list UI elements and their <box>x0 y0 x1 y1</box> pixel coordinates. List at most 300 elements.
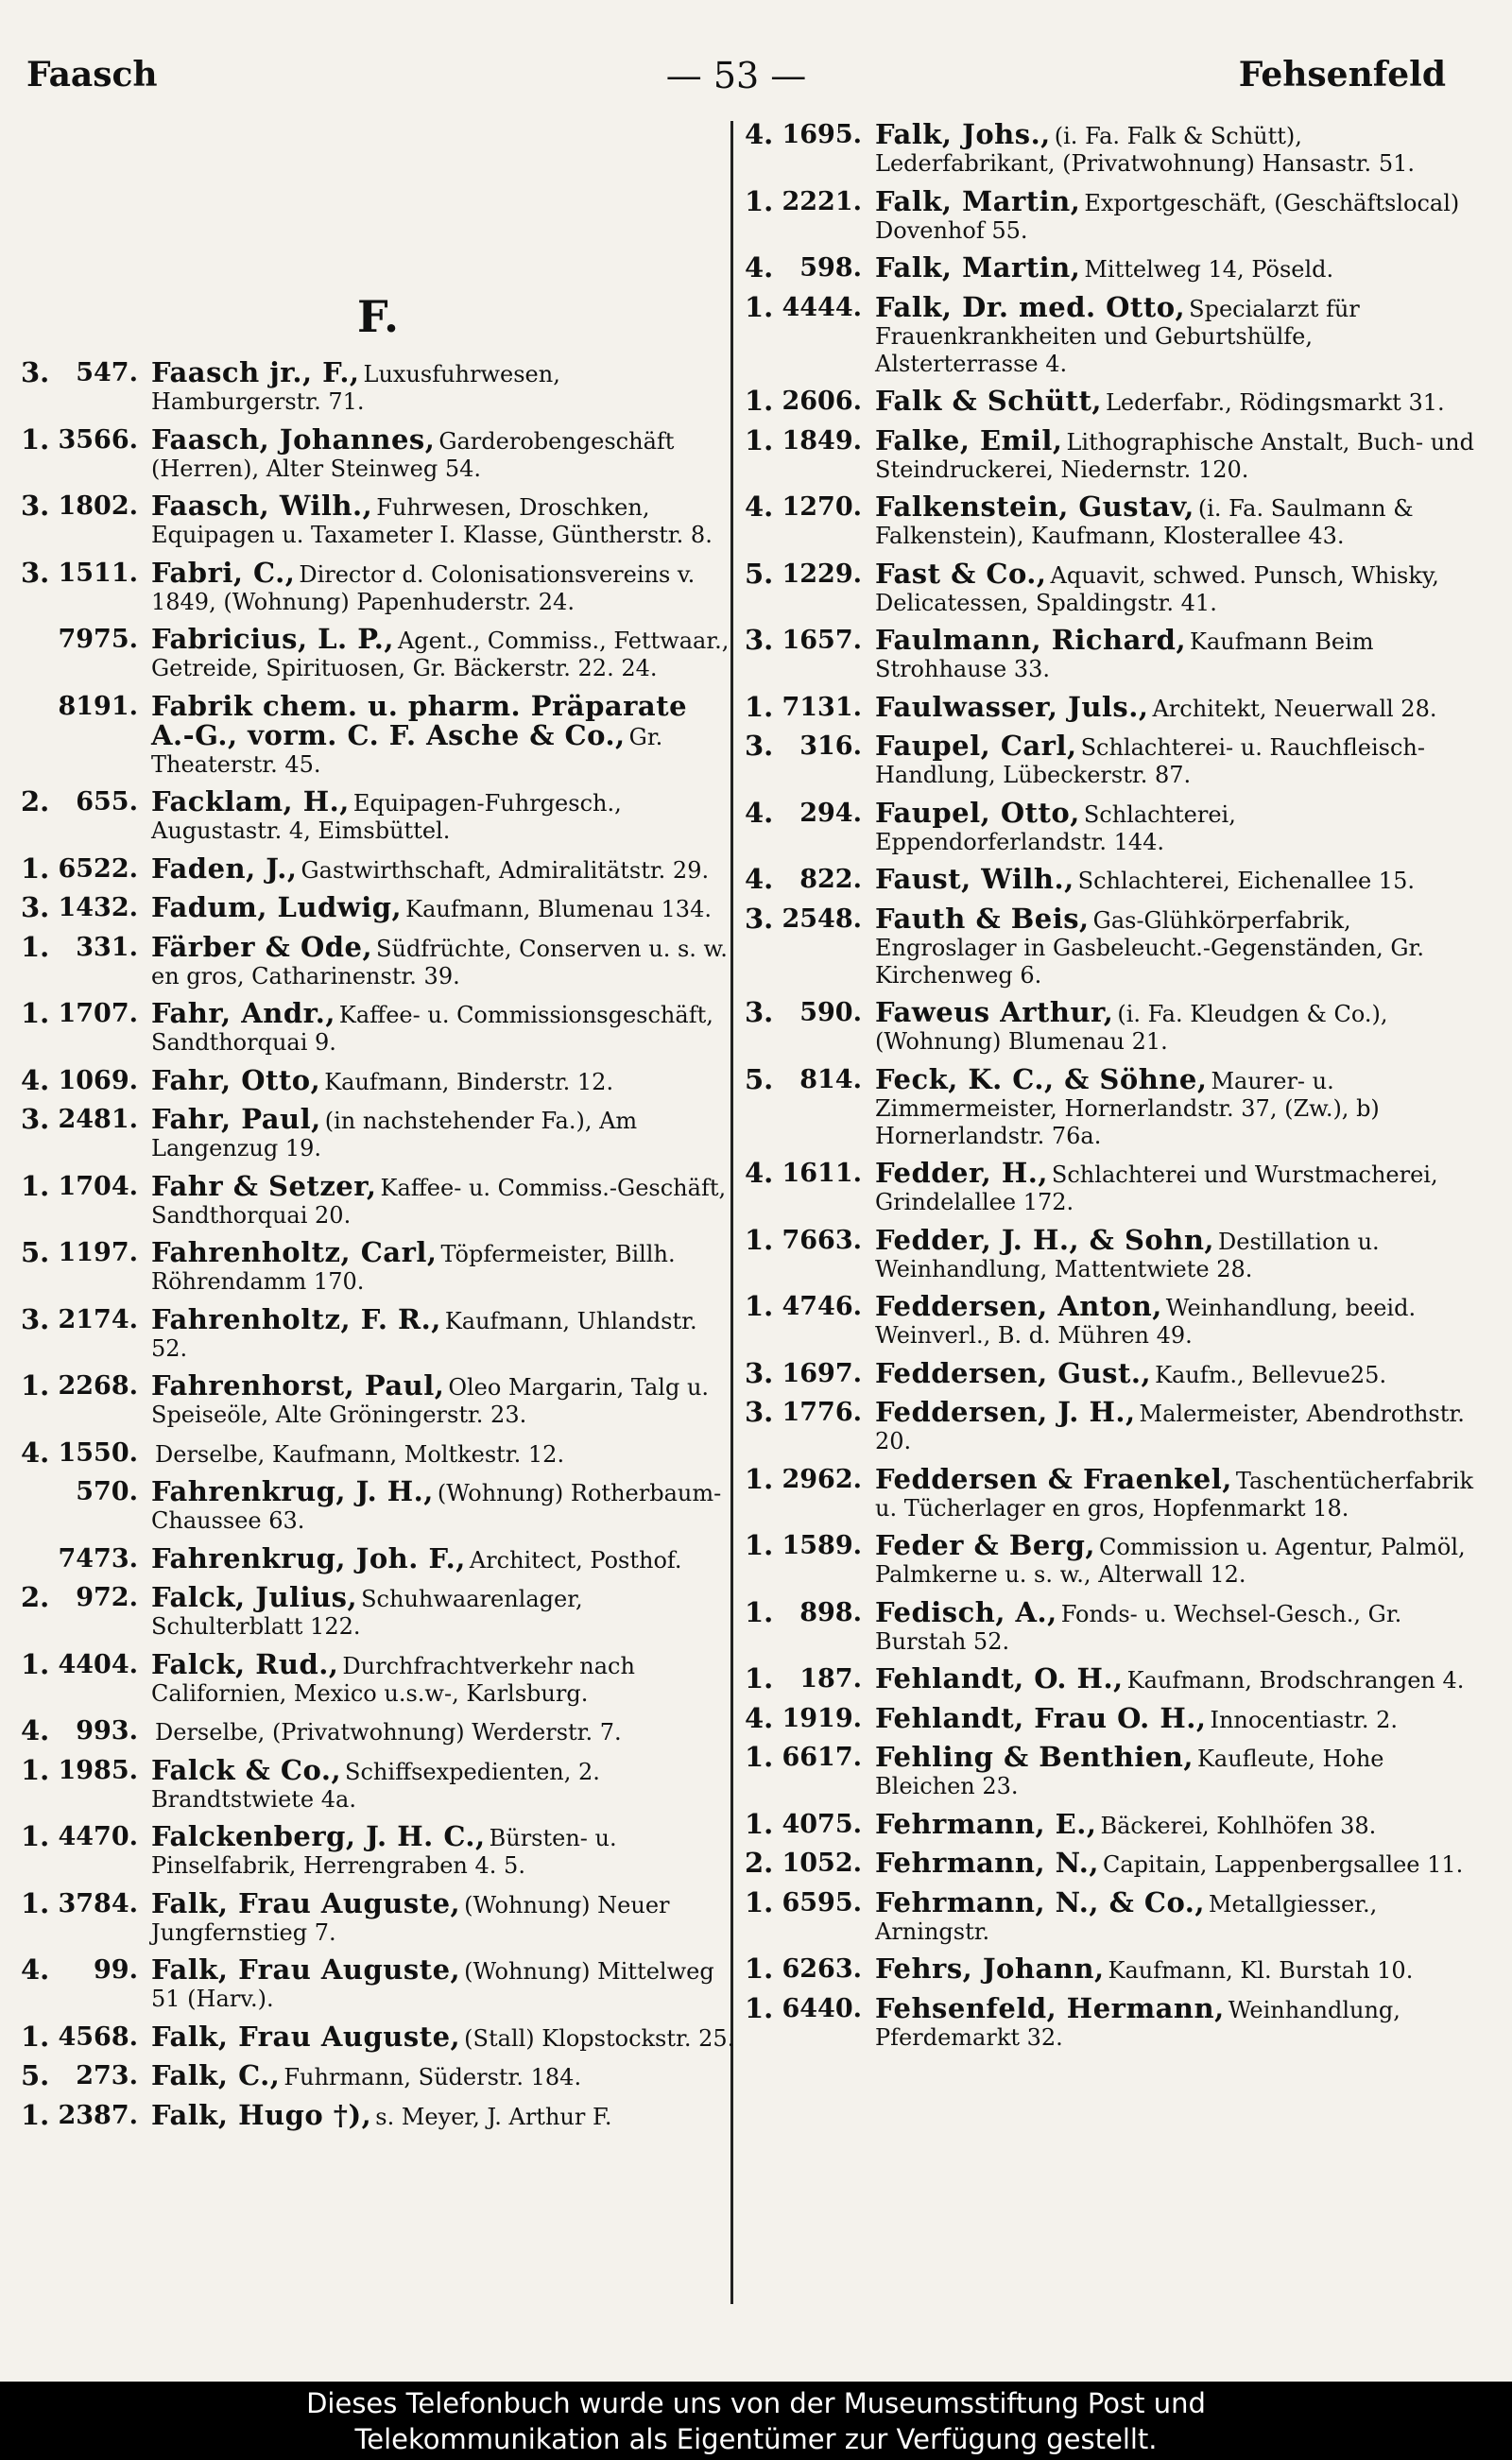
entry-phone-number: 2962. <box>782 1464 862 1494</box>
entry-name: Falck & Co., <box>151 1753 342 1786</box>
entry-phone-number: 2221. <box>782 186 862 216</box>
directory-entry <box>745 1356 1474 1389</box>
entry-phone-number: 598. <box>799 253 862 283</box>
entry-name: Fehrmann, E., <box>875 1807 1097 1840</box>
entry-text <box>151 1103 735 1162</box>
entry-phone-number: 898. <box>799 1597 862 1627</box>
entry-detail: Gastwirthschaft, Admiralitätstr. 29. <box>301 856 710 884</box>
entry-exchange: 2. <box>21 785 50 817</box>
entry-detail: Agent., Commiss., Fettwaar., Getreide, Spirituosen, Gr. Bäckerstr. 22. 24. <box>151 628 730 681</box>
entry-exchange: 2. <box>21 1581 50 1613</box>
entry-name: Fehling & Benthien, <box>875 1741 1194 1773</box>
entry-detail: Maurer- u. Zimmermeister, Hornerlandstr. 37, (Zw.), b) Hornerlandstr. 76a. <box>875 1067 1380 1149</box>
entry-exchange: 1. <box>21 1369 50 1402</box>
entry-name: Facklam, H., <box>151 785 350 817</box>
entry-phone-number: 1776. <box>782 1398 862 1427</box>
entry-exchange: 5. <box>745 557 774 590</box>
entry-exchange: 3. <box>745 902 774 935</box>
entry-name: Fehrmann, N., <box>875 1847 1099 1879</box>
entry-exchange: 4. <box>745 251 774 284</box>
entry-name: Fahrenholtz, Carl, <box>151 1236 438 1268</box>
entry-detail: Exportgeschäft, (Geschäftslocal) Dovenhof 55. <box>875 189 1460 244</box>
entry-text <box>875 490 1474 550</box>
entry-text <box>151 1581 735 1641</box>
entry-text <box>875 1701 1474 1734</box>
entry-exchange: 3. <box>21 556 50 589</box>
entry-detail: Kaufm., Bellevue25. <box>1155 1361 1387 1388</box>
entry-name: Fabrik chem. u. pharm. Präparate A.-G., vorm. C. F. Asche & Co., <box>151 689 688 751</box>
directory-entry <box>745 490 1474 550</box>
entry-name: Fahr, Paul, <box>151 1103 321 1135</box>
entry-phone-number: 1589. <box>782 1531 862 1560</box>
entry-detail: (i. Fa. Saulmann & Falkenstein), Kaufmann, Klosterallee 43. <box>875 495 1414 549</box>
entry-exchange: 1. <box>745 1223 774 1256</box>
directory-entry <box>745 624 1474 683</box>
directory-entry <box>21 1886 735 1947</box>
entry-detail: Weinhandlung, beeid. Weinverl., B. d. Mühren 49. <box>875 1295 1417 1349</box>
directory-entry <box>21 785 735 845</box>
entry-exchange: 3. <box>21 490 50 522</box>
entry-text <box>151 1063 735 1096</box>
entry-text <box>151 1753 735 1814</box>
entry-text <box>875 1885 1474 1946</box>
entry-name: Falke, Emil, <box>875 423 1063 456</box>
entry-phone-number: 6595. <box>782 1887 862 1918</box>
entry-phone-number: 99. <box>94 1955 138 1985</box>
entry-phone-number: 1052. <box>782 1849 862 1878</box>
entry-exchange: 5. <box>745 1062 774 1095</box>
entry-phone-number: 4746. <box>782 1292 862 1321</box>
entry-name: Falk, Frau Auguste, <box>151 2020 461 2053</box>
entry-phone-number: 6617. <box>782 1743 862 1772</box>
entry-name: Falk, Hugo †), <box>151 2098 372 2131</box>
entry-text <box>875 1807 1474 1840</box>
entry-detail: Lederfabr., Rödingsmarkt 31. <box>1105 389 1445 416</box>
entry-phone-number: 316. <box>799 731 862 761</box>
entry-name: Faulmann, Richard, <box>875 624 1187 656</box>
entry-phone-number: 590. <box>799 998 862 1027</box>
directory-entry <box>745 118 1474 178</box>
directory-entry <box>21 1953 735 2013</box>
entry-phone-number: 4075. <box>782 1809 862 1839</box>
entry-name: Fahrenhorst, Paul, <box>151 1369 445 1402</box>
directory-entry <box>21 2059 735 2091</box>
entry-detail: Schuhwaarenlager, Schulterblatt 122. <box>151 1586 583 1640</box>
entry-text <box>875 1991 1474 2052</box>
entry-text <box>151 891 735 923</box>
directory-entry <box>745 1062 1474 1150</box>
directory-entry <box>21 2020 735 2053</box>
entry-text <box>151 422 735 483</box>
entry-phone-number: 7663. <box>782 1225 862 1255</box>
entry-text <box>875 690 1474 723</box>
entry-name: Feddersen & Fraenkel, <box>875 1462 1232 1495</box>
entry-exchange: 3. <box>745 1356 774 1389</box>
entry-detail: Architekt, Neuerwall 28. <box>1152 695 1437 722</box>
entry-exchange: 1. <box>21 852 50 885</box>
entry-exchange: 1. <box>745 184 774 217</box>
entry-detail: Specialarzt für Frauenkrankheiten und Geburtshülfe, Alsterterrasse 4. <box>875 295 1360 377</box>
directory-entry <box>21 1541 735 1574</box>
entry-name: Fedisch, A., <box>875 1595 1057 1628</box>
entry-text <box>875 1955 1474 1985</box>
entry-text <box>151 785 735 845</box>
entry-name: Fahr & Setzer, <box>151 1169 377 1202</box>
entry-name: Fauth & Beis, <box>875 902 1090 935</box>
entry-text <box>151 1953 735 2013</box>
entry-text <box>875 387 1474 417</box>
entry-name: Fehsenfeld, Hermann, <box>875 1991 1225 2024</box>
entry-phone-number: 3784. <box>58 1888 138 1918</box>
entry-text <box>875 996 1474 1056</box>
entry-phone-number: 7975. <box>58 625 138 654</box>
entry-text <box>875 423 1474 484</box>
entry-name: Feder & Berg, <box>875 1529 1095 1561</box>
entry-detail: Luxusfuhrwesen, Hamburgerstr. 71. <box>151 361 560 415</box>
entry-phone-number: 1657. <box>782 626 862 655</box>
entry-text <box>151 1169 735 1230</box>
entry-detail: Innocentiastr. 2. <box>1210 1706 1399 1733</box>
entry-exchange: 1. <box>745 1595 774 1628</box>
entry-name: Falk, C., <box>151 2059 281 2091</box>
entry-exchange: 1. <box>745 690 774 723</box>
entry-phone-number: 6522. <box>58 853 138 884</box>
entry-text <box>875 1062 1474 1150</box>
entry-exchange: 1. <box>745 1807 774 1840</box>
right-entry-list <box>745 118 1474 2052</box>
entry-text <box>875 290 1474 378</box>
entry-text <box>875 118 1474 178</box>
entry-name: Fahrenkrug, Joh. F., <box>151 1541 466 1574</box>
entry-detail: Kaufmann, Brodschrangen 4. <box>1126 1667 1465 1694</box>
footer-line-2: Telekommunikation als Eigentümer zur Verfügung gestellt. <box>354 2423 1158 2455</box>
entry-text <box>151 1717 735 1746</box>
entry-phone-number: 3566. <box>58 424 138 455</box>
entry-detail: (Wohnung) Rotherbaum-Chaussee 63. <box>151 1480 722 1534</box>
entry-name: Falk, Frau Auguste, <box>151 1886 461 1919</box>
entry-name: Fedder, H., <box>875 1157 1048 1189</box>
entry-name: Falk, Johs., <box>875 118 1051 150</box>
entry-name: Fedder, J. H., & Sohn, <box>875 1223 1214 1256</box>
entry-exchange: 1. <box>745 1741 774 1773</box>
entry-text <box>875 1849 1474 1879</box>
directory-entry <box>21 1063 735 1096</box>
directory-entry <box>745 290 1474 378</box>
entry-exchange: 1. <box>745 423 774 456</box>
directory-entry <box>21 422 735 483</box>
entry-phone-number: 1270. <box>782 492 862 522</box>
directory-entry <box>21 1169 735 1230</box>
directory-entry <box>745 1849 1474 1879</box>
directory-entry <box>745 1662 1474 1694</box>
entry-detail: Taschentücherfabrik u. Tücherlager en gros, Hopfenmarkt 18. <box>875 1467 1474 1522</box>
entry-detail: Kaffee- u. Commissionsgeschäft, Sandthorquai 9. <box>151 1002 713 1056</box>
entry-phone-number: 2548. <box>782 903 862 934</box>
entry-phone-number: 6263. <box>782 1954 862 1984</box>
entry-exchange: 1. <box>745 385 774 417</box>
directory-entry <box>745 423 1474 484</box>
entry-exchange: 1. <box>21 1753 50 1786</box>
directory-entry <box>745 387 1474 417</box>
entry-text <box>151 1302 735 1363</box>
entry-name: Falck, Rud., <box>151 1647 339 1680</box>
entry-exchange: 3. <box>745 996 774 1028</box>
entry-exchange: 1. <box>745 1662 774 1694</box>
entry-text <box>151 2098 735 2131</box>
entry-phone-number: 2174. <box>58 1304 138 1334</box>
directory-entry <box>745 1223 1474 1283</box>
directory-entry <box>21 1753 735 1814</box>
directory-entry <box>745 1157 1474 1216</box>
entry-phone-number: 1197. <box>58 1238 138 1267</box>
entry-exchange: 1. <box>745 1462 774 1495</box>
directory-entry <box>21 1714 735 1746</box>
entry-exchange: 5. <box>21 2059 50 2091</box>
directory-entry <box>745 1290 1474 1350</box>
entry-detail: Gr. Theaterstr. 45. <box>151 723 663 778</box>
directory-entry <box>745 996 1474 1056</box>
entry-text <box>875 1595 1474 1656</box>
entry-text <box>875 1741 1474 1800</box>
entry-name: Faden, J., <box>151 852 298 885</box>
entry-exchange: 1. <box>745 1529 774 1561</box>
entry-detail: Bäckerei, Kohlhöfen 38. <box>1100 1812 1377 1839</box>
entry-exchange: 1. <box>745 1885 774 1918</box>
entry-text <box>151 997 735 1057</box>
entry-exchange: 1. <box>21 1820 50 1852</box>
entry-name: Fahr, Andr., <box>151 997 335 1029</box>
entry-detail: Equipagen-Fuhrgesch., Augustastr. 4, Eimsbüttel. <box>151 790 622 844</box>
entry-detail: (Wohnung) Neuer Jungfernstieg 7. <box>151 1891 670 1946</box>
entry-exchange: 4. <box>745 490 774 523</box>
directory-entry <box>745 1955 1474 1985</box>
entry-detail: Durchfrachtverkehr nach Californien, Mexico u.s.w-, Karlsburg. <box>151 1652 635 1707</box>
entry-detail: Director d. Colonisationsvereins v. 1849, (Wohnung) Papenhuderstr. 24. <box>151 560 696 615</box>
directory-entry <box>745 251 1474 284</box>
header-first-entry: Faasch <box>26 55 158 95</box>
entry-name: Faupel, Carl, <box>875 730 1077 762</box>
entry-text <box>151 1820 735 1880</box>
entry-detail: (i. Fa. Falk & Schütt), Lederfabrikant, (Privatwohnung) Hansastr. 51. <box>875 123 1415 177</box>
entry-name: Fehrmann, N., & Co., <box>875 1885 1205 1918</box>
directory-entry <box>21 1820 735 1880</box>
entry-text <box>151 492 735 549</box>
entry-detail: Kaffee- u. Commiss.-Geschäft, Sandthorquai 20. <box>151 1174 727 1229</box>
entry-exchange: 3. <box>745 624 774 656</box>
entry-detail: Garderobengeschäft (Herren), Alter Steinweg 54. <box>151 427 675 482</box>
directory-entry <box>745 902 1474 989</box>
entry-exchange: 1. <box>745 290 774 323</box>
entry-detail: Südfrüchte, Conserven u. s. w. en gros, Catharinenstr. 39. <box>151 935 728 989</box>
entry-text <box>875 1529 1474 1589</box>
entry-detail: (Wohnung) Mittelweg 51 (Harv.). <box>151 1958 714 2012</box>
directory-entry <box>21 689 735 779</box>
entry-name: Fabri, C., <box>151 556 296 589</box>
entry-detail: Derselbe, Kaufmann, Moltkestr. 12. <box>155 1440 565 1468</box>
entry-text <box>151 623 735 682</box>
entry-phone-number: 993. <box>76 1716 138 1746</box>
entry-exchange: 4. <box>21 1436 50 1469</box>
page-header <box>26 55 1446 112</box>
entry-text <box>151 1647 735 1708</box>
entry-phone-number: 4444. <box>782 292 862 322</box>
directory-entry <box>21 930 735 990</box>
directory-entry <box>21 356 735 416</box>
entry-exchange: 1. <box>21 1886 50 1919</box>
entry-text <box>151 930 735 990</box>
directory-entry <box>21 2098 735 2131</box>
entry-detail: Architect, Posthof. <box>469 1546 682 1574</box>
entry-name: Fahrenkrug, J. H., <box>151 1475 434 1507</box>
entry-exchange: 1. <box>21 997 50 1029</box>
entry-detail: Derselbe, (Privatwohnung) Werderstr. 7. <box>155 1719 622 1746</box>
entry-exchange: 3. <box>745 1396 774 1428</box>
entry-text <box>875 1157 1474 1216</box>
entry-phone-number: 1919. <box>782 1703 862 1733</box>
entry-text <box>151 556 735 616</box>
entry-name: Fabricius, L. P., <box>151 623 394 655</box>
directory-entry <box>21 1647 735 1708</box>
entry-phone-number: 1611. <box>782 1159 862 1188</box>
directory-entry <box>745 796 1474 856</box>
entry-phone-number: 273. <box>76 2061 138 2090</box>
directory-entry <box>745 1595 1474 1656</box>
entry-name: Fehrs, Johann, <box>875 1953 1105 1985</box>
entry-exchange: 1. <box>745 1991 774 2024</box>
entry-phone-number: 822. <box>799 865 862 894</box>
entry-phone-number: 2481. <box>58 1105 138 1134</box>
directory-entry <box>21 997 735 1057</box>
entry-text <box>875 251 1474 284</box>
entry-exchange: 1. <box>745 1290 774 1322</box>
entry-text <box>875 863 1474 895</box>
directory-entry <box>21 492 735 549</box>
entry-detail: Schlachterei- u. Rauchfleisch-Handlung, Lübeckerstr. 87. <box>875 734 1425 788</box>
entry-name: Feck, K. C., & Söhne, <box>875 1062 1208 1095</box>
entry-detail: Fuhrwesen, Droschken, Equipagen u. Taxameter I. Klasse, Güntherstr. 8. <box>151 494 713 548</box>
entry-exchange: 3. <box>21 356 50 388</box>
entry-detail: Kaufmann, Blumenau 134. <box>405 896 712 922</box>
entry-detail: Mittelweg 14, Pöseld. <box>1084 256 1334 283</box>
entry-detail: (in nachstehender Fa.), Am Langenzug 19. <box>151 1108 638 1161</box>
entry-name: Feddersen, J. H., <box>875 1396 1136 1428</box>
directory-entry <box>745 1529 1474 1589</box>
entry-phone-number: 7473. <box>58 1543 138 1574</box>
entry-name: Falckenberg, J. H. C., <box>151 1820 486 1852</box>
directory-entry <box>21 1236 735 1296</box>
entry-phone-number: 1697. <box>782 1358 862 1388</box>
entry-text <box>875 1356 1474 1389</box>
entry-phone-number: 1511. <box>58 558 138 588</box>
section-letter: F. <box>356 291 400 342</box>
entry-text <box>875 902 1474 989</box>
entry-name: Falkenstein, Gustav, <box>875 490 1194 523</box>
entry-name: Fast & Co., <box>875 557 1047 590</box>
entry-name: Falk, Frau Auguste, <box>151 1953 461 1986</box>
entry-detail: Gas-Glühkörperfabrik, Engroslager in Gasbeleucht.-Gegenständen, Gr. Kirchenweg 6. <box>875 906 1425 989</box>
entry-detail: Schlachterei, Eppendorferlandstr. 144. <box>875 800 1236 855</box>
entry-text <box>875 557 1474 617</box>
entry-phone-number: 570. <box>76 1477 138 1506</box>
entry-exchange: 1. <box>21 930 50 963</box>
entry-exchange: 1. <box>21 2020 50 2053</box>
entry-phone-number: 1849. <box>782 425 862 456</box>
entry-text <box>875 1662 1474 1694</box>
entry-name: Faasch, Johannes, <box>151 422 436 456</box>
entry-exchange: 3. <box>21 1302 50 1335</box>
entry-exchange: 1. <box>21 422 50 456</box>
entry-exchange: 1. <box>21 1169 50 1202</box>
entry-phone-number: 1704. <box>58 1171 138 1201</box>
directory-entry <box>21 1581 735 1641</box>
entry-text <box>875 1290 1474 1350</box>
entry-exchange: 5. <box>21 1236 50 1268</box>
directory-entry <box>21 1369 735 1429</box>
entry-phone-number: 1707. <box>58 999 138 1028</box>
entry-name: Faulwasser, Juls., <box>875 690 1149 723</box>
entry-exchange: 4. <box>745 1157 774 1189</box>
entry-detail: Bürsten- u. Pinselfabrik, Herrengraben 4. 5. <box>151 1825 617 1879</box>
entry-text <box>875 1462 1474 1522</box>
entry-phone-number: 4404. <box>58 1649 138 1679</box>
entry-phone-number: 2606. <box>782 387 862 416</box>
entry-name: Falk, Martin, <box>875 251 1081 284</box>
entry-detail: Malermeister, Abendrothstr. 20. <box>875 1401 1465 1454</box>
entry-phone-number: 1432. <box>58 893 138 922</box>
entry-name: Fahr, Otto, <box>151 1063 321 1096</box>
entry-phone-number: 1985. <box>58 1755 138 1785</box>
entry-phone-number: 2387. <box>58 2100 138 2130</box>
entry-detail: Kaufmann, Kl. Burstah 10. <box>1108 1957 1414 1984</box>
entry-text <box>875 732 1474 789</box>
entry-name: Fehlandt, O. H., <box>875 1662 1124 1694</box>
entry-text <box>151 1886 735 1947</box>
entry-detail: Schiffsexpedienten, 2. Brandtstwiete 4a. <box>151 1758 600 1813</box>
entry-name: Falk, Dr. med. Otto, <box>875 290 1186 323</box>
entry-exchange: 4. <box>21 1953 50 1986</box>
entry-name: Fadum, Ludwig, <box>151 891 403 923</box>
entry-phone-number: 8191. <box>58 691 138 721</box>
entry-detail: Weinhandlung, Pferdemarkt 32. <box>875 1996 1400 2051</box>
header-last-entry: Fehsenfeld <box>1238 55 1446 95</box>
entry-phone-number: 547. <box>76 358 138 387</box>
entry-detail: Oleo Margarin, Talg u. Speiseöle, Alte Gröningerstr. 23. <box>151 1374 710 1428</box>
entry-phone-number: 6440. <box>782 1993 862 2023</box>
entry-text <box>875 184 1474 245</box>
entry-detail: Schlachterei, Eichenallee 15. <box>1077 868 1415 894</box>
entry-text <box>875 624 1474 683</box>
entry-exchange: 4. <box>745 118 774 150</box>
entry-text <box>151 1369 735 1429</box>
entry-detail: Fonds- u. Wechsel-Gesch., Gr. Burstah 52. <box>875 1600 1402 1655</box>
entry-text <box>151 852 735 885</box>
directory-entry <box>745 1741 1474 1800</box>
entry-phone-number: 1069. <box>58 1065 138 1095</box>
footer-line-1: Dieses Telefonbuch wurde uns von der Museumsstiftung Post und <box>306 2387 1206 2419</box>
entry-name: Falck, Julius, <box>151 1581 358 1613</box>
entry-name: Faasch, Wilh., <box>151 490 373 522</box>
directory-entry <box>745 690 1474 723</box>
entry-detail: Kaufleute, Hohe Bleichen 23. <box>875 1746 1384 1799</box>
entry-text <box>151 689 735 779</box>
directory-entry <box>21 852 735 885</box>
entry-detail: Kaufmann Beim Strohhause 33. <box>875 628 1374 682</box>
entry-name: Färber & Ode, <box>151 930 373 963</box>
entry-detail: Aquavit, schwed. Punsch, Whisky, Delicatessen, Spaldingstr. 41. <box>875 561 1439 616</box>
entry-text <box>151 356 735 416</box>
entry-name: Feddersen, Gust., <box>875 1356 1152 1389</box>
directory-entry <box>745 557 1474 617</box>
